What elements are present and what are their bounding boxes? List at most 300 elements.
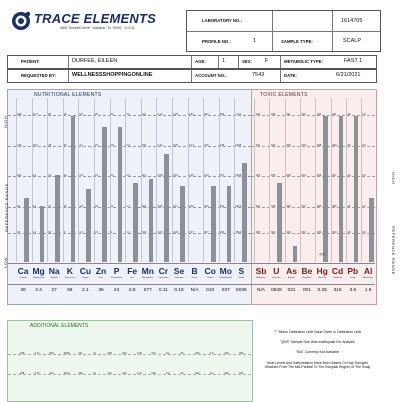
requested-by-value: WELLNESSSHOPPINGONLINE	[72, 72, 153, 78]
additional-tick-value: 10	[93, 372, 96, 375]
lab-number-value: 1614705	[341, 18, 363, 24]
additional-tick-value: 001	[107, 372, 112, 375]
data-bar-mo	[227, 186, 232, 262]
logo-icon	[10, 10, 32, 32]
company-logo-text: TRACE ELEMENTS	[34, 11, 156, 26]
additional-tick-value: 0008	[63, 352, 70, 355]
element-symbol-cu: Cu	[79, 266, 92, 276]
element-result-mn: 077	[143, 288, 152, 293]
sex-value: F	[265, 58, 269, 64]
tick-label-al: 7.0	[362, 113, 366, 116]
column-separator	[47, 98, 48, 262]
element-symbol-pb: Pb	[347, 266, 359, 276]
data-bar-pb	[354, 116, 359, 262]
nutritional-elements-title: NUTRITIONAL ELEMENTS	[34, 92, 102, 98]
data-bar-na	[55, 175, 60, 262]
tick-label-p: 11	[110, 205, 114, 208]
tick-label-mn: 113	[141, 174, 146, 177]
name-row-divider	[8, 284, 375, 285]
tick-label-u: .049	[270, 113, 276, 116]
tick-label-zn: 21	[95, 174, 98, 177]
additional-tick-value: 288	[20, 372, 25, 375]
column-separator	[234, 98, 235, 262]
additional-tick-value: 308	[20, 352, 25, 355]
data-bar-hg	[323, 116, 328, 262]
axis-high-label-left: HIGH	[3, 115, 8, 128]
column-separator	[172, 98, 173, 262]
tick-label-k: 16	[63, 205, 67, 208]
note-calibration: "*" Below Calibration Limit Value Given Is Calibration Limit	[273, 330, 362, 334]
tick-label-p: 9	[110, 231, 113, 234]
company-address: 4501 Sunbelt Drive · Addison, Tx 75001 · U.S.A.	[60, 26, 136, 30]
element-symbol-hg: Hg	[316, 266, 328, 276]
tick-label-mg: 9.4	[32, 174, 37, 177]
additional-tick-value: 05	[180, 352, 184, 355]
tick-label-na: 13	[48, 231, 52, 234]
element-name-p: Phosphorus	[110, 277, 123, 279]
column-separator	[346, 98, 347, 262]
element-name-as: Arsenic	[287, 277, 296, 279]
element-result-na: 27	[51, 288, 57, 293]
element-symbol-na: Na	[48, 266, 60, 276]
column-separator	[254, 98, 255, 262]
data-bar-as	[293, 246, 298, 262]
element-name-sb: Antimony	[256, 277, 266, 279]
column-separator	[188, 98, 189, 262]
tick-label-sb: .018	[255, 174, 261, 177]
column-separator	[16, 98, 17, 262]
tick-label-mg: 1.2	[32, 231, 37, 234]
element-name-k: Potassium	[64, 277, 75, 279]
additional-tick-value: 0024	[63, 372, 70, 375]
data-bar-cd	[339, 116, 344, 262]
tick-label-p: 18	[110, 144, 114, 147]
additional-tick-value: 005	[107, 352, 112, 355]
tick-label-co: 020	[204, 113, 209, 116]
column-separator	[361, 98, 362, 262]
tick-label-cu: 2.8	[79, 174, 83, 177]
element-name-mg: Magnesium	[32, 277, 45, 279]
tick-label-s: 3513	[235, 231, 242, 234]
tick-label-fe: 1.7	[126, 205, 130, 208]
tick-label-co: 013	[204, 174, 209, 177]
tick-label-cd: .009	[331, 144, 337, 147]
tick-label-cd: .003	[331, 231, 337, 234]
patient-label: PATIENT:	[21, 59, 40, 64]
element-symbol-as: As	[286, 266, 298, 276]
patient-name: DURFEE, EILEEN	[72, 58, 118, 64]
tick-label-cr: 0.06	[157, 205, 163, 208]
tick-label-al: 4.0	[362, 205, 366, 208]
date-value: 6/21/2021	[336, 72, 361, 78]
column-separator	[315, 98, 316, 262]
note-qns: "QNS" Sample Size Was Inadequate For Analysis	[280, 340, 355, 345]
element-symbol-p: P	[113, 266, 120, 276]
tick-label-b: 1.83	[188, 113, 194, 116]
data-bar-u	[277, 183, 282, 263]
tick-label-be: .001	[300, 231, 306, 234]
element-symbol-s: S	[238, 266, 245, 276]
additional-tick-value: 0.37	[34, 372, 40, 375]
element-name-u: Uranium	[272, 277, 281, 279]
column-separator	[300, 98, 301, 262]
element-result-k: 58	[67, 288, 73, 293]
tick-label-as: .009	[285, 144, 291, 147]
tick-label-hg: .010	[316, 113, 322, 116]
data-bar-k	[71, 116, 76, 262]
element-name-mo: Molybdenum	[219, 277, 233, 279]
element-result-p: 24	[113, 288, 120, 293]
additional-tick-value: 046	[49, 372, 54, 375]
axis-reference-label-left: REFERENCE RANGE	[4, 182, 9, 232]
element-name-al: Aluminum	[363, 277, 373, 279]
data-bar-al	[369, 198, 374, 262]
tick-label-cd: .007	[331, 174, 337, 177]
tick-label-cr: 0.11	[157, 144, 163, 147]
element-symbol-zn: Zn	[95, 266, 107, 276]
tick-label-hg: .005	[316, 205, 322, 208]
tick-label-cd: .011	[331, 113, 337, 116]
tick-label-sb: .005	[255, 231, 261, 234]
tick-label-se: 0.06	[173, 231, 179, 234]
tick-label-cu: 1.3	[79, 231, 83, 234]
tick-label-cr: 0.03	[157, 231, 163, 234]
element-symbol-fe: Fe	[127, 266, 138, 276]
element-result-zn: 36	[98, 288, 104, 293]
data-bar-mg	[40, 206, 45, 262]
element-result-se: 0.18	[174, 288, 184, 293]
element-name-ca: Calcium	[19, 277, 27, 279]
tick-label-u: .035	[270, 174, 276, 177]
tick-label-al: 6.0	[362, 144, 366, 147]
tick-label-mn: 015	[141, 231, 147, 234]
sample-type-label: SAMPLE TYPE:	[281, 39, 313, 44]
data-bar-cu	[86, 189, 91, 262]
element-symbol-cr: Cr	[158, 266, 169, 276]
element-result-mo: 037	[221, 288, 230, 293]
additional-gridline	[8, 354, 251, 355]
account-label: ACCOUNT NO.:	[195, 73, 227, 78]
tick-label-ca: 145	[17, 144, 22, 147]
column-separator	[110, 98, 111, 262]
column-separator	[269, 98, 270, 262]
element-result-ca: 30	[20, 288, 26, 293]
data-bar-cr	[164, 154, 169, 262]
tick-label-p: 14	[110, 174, 114, 177]
date-label: DATE:	[284, 73, 297, 78]
tick-label-b: 0.66	[188, 205, 194, 208]
sample-type-value: SCALP	[343, 38, 362, 44]
element-symbol-k: K	[66, 266, 73, 276]
tick-label-fe: 2.9	[126, 144, 130, 147]
column-separator	[203, 98, 204, 262]
element-name-zn: Zinc	[98, 277, 104, 279]
element-name-cu: Copper	[81, 277, 89, 279]
tick-label-se: 0.11	[173, 205, 178, 208]
tick-label-k: 6	[63, 231, 66, 234]
element-result-cr: 0.11	[158, 288, 168, 293]
element-name-cd: Cadmium	[332, 277, 343, 279]
profile-value: 1	[253, 38, 257, 44]
additional-tick-value: 005	[239, 352, 244, 355]
toxic-elements-title: TOXIC ELEMENTS	[260, 92, 308, 98]
report-notes	[260, 330, 375, 369]
axis-high-label-right: HIGH	[391, 172, 396, 185]
tick-label-be: .001	[300, 205, 306, 208]
additional-tick-value: 0.05	[136, 352, 142, 355]
element-symbol-ca: Ca	[17, 266, 29, 276]
tick-label-na: 21	[48, 205, 52, 208]
column-separator	[156, 98, 157, 262]
column-separator	[331, 98, 332, 262]
data-bar-co	[211, 186, 216, 262]
element-name-hg: Mercury	[318, 277, 327, 279]
tick-label-cd: .005	[331, 205, 337, 208]
tick-label-mn: 212	[141, 113, 147, 116]
tick-label-fe: 1.1	[126, 231, 130, 234]
tick-label-zn: 26	[95, 113, 98, 116]
below-range-marker: <<	[319, 252, 326, 258]
element-symbol-co: Co	[204, 266, 216, 276]
tick-label-cu: 4.1	[79, 144, 83, 147]
tick-label-pb: .30	[346, 113, 351, 116]
tick-label-cu: 1.8	[79, 205, 83, 208]
tick-label-s: 7141	[235, 113, 242, 116]
element-result-sb: N/A	[257, 288, 265, 293]
element-symbol-se: Se	[173, 266, 185, 276]
element-result-fe: 2.8	[128, 288, 136, 293]
tick-label-zn: 24	[95, 144, 98, 147]
requested-by-label: REQUESTED BY:	[21, 73, 57, 78]
tick-label-cu: 5.5	[79, 113, 83, 116]
element-result-cu: 2.1	[82, 288, 89, 293]
tick-label-s: 6235	[235, 144, 242, 147]
tick-label-na: 65	[48, 113, 52, 116]
element-symbol-mo: Mo	[219, 266, 232, 276]
column-separator	[141, 98, 142, 262]
additional-tick-value: 002	[195, 372, 200, 375]
tick-label-zn: 18	[95, 205, 98, 208]
axis-low-label-left: LOW	[3, 257, 8, 268]
tick-label-sb: .025	[255, 144, 261, 147]
symbol-row-divider	[8, 263, 375, 264]
data-bar-p	[118, 127, 123, 262]
tick-label-b: 1.44	[188, 144, 194, 147]
tick-label-co: 007	[204, 231, 209, 234]
lab-number-label: LABORATORY NO.:	[202, 18, 242, 23]
age-label: AGE:	[195, 59, 206, 64]
tick-label-hg: .006	[316, 174, 322, 177]
age-value: 1	[222, 58, 226, 64]
element-symbol-u: U	[273, 266, 280, 276]
element-name-s: Sulfur	[238, 277, 245, 279]
element-name-se: Selenium	[174, 277, 184, 279]
tick-label-sb: .010	[255, 205, 261, 208]
additional-tick-value: 016	[122, 372, 127, 375]
additional-tick-value: 011	[78, 352, 83, 355]
additional-tick-value: 006	[151, 372, 156, 375]
additional-tick-value: 0.41	[34, 352, 40, 355]
tick-label-zn: 15	[95, 231, 98, 234]
element-symbol-mn: Mn	[141, 266, 154, 276]
tick-label-k: 44	[63, 113, 67, 116]
tick-label-mg: 17.5	[32, 113, 38, 116]
element-result-as: 031	[287, 288, 296, 293]
element-result-u: 0548	[270, 288, 282, 293]
requested-row	[7, 69, 377, 83]
tick-label-k: 24	[63, 174, 67, 177]
tick-label-be: .001	[300, 144, 306, 147]
additional-tick-value: 01	[166, 352, 169, 355]
additional-tick-value: 0.5	[209, 352, 214, 355]
additional-tick-value: 003	[195, 352, 200, 355]
tick-label-hg: .003	[316, 231, 322, 234]
tick-label-as: .003	[285, 231, 291, 234]
data-bar-s	[242, 163, 247, 262]
element-result-hg: 0.25	[317, 288, 327, 293]
element-name-pb: Lead	[350, 277, 356, 279]
element-name-co: Cobalt	[207, 277, 214, 279]
tick-label-pb: .20	[346, 174, 351, 177]
tick-label-al: 3.0	[362, 231, 366, 234]
tick-label-u: .042	[270, 144, 276, 147]
additional-tick-value: 007	[151, 352, 156, 355]
element-result-be: 001	[302, 288, 311, 293]
element-name-be: Beryllium	[302, 277, 312, 279]
tick-label-mo: 059	[219, 113, 225, 116]
tick-label-cr: 0.14	[157, 113, 163, 116]
tick-label-al: 5.0	[362, 174, 366, 177]
tick-label-sb: .032	[255, 113, 261, 116]
tick-label-b: 0.27	[188, 231, 194, 234]
additional-gridline	[8, 374, 251, 375]
tick-label-hg: .008	[316, 144, 322, 147]
element-name-fe: Iron	[130, 277, 135, 279]
lab-info-box	[186, 10, 381, 52]
element-result-b: N/A	[190, 288, 199, 293]
axis-reference-label-right: REFERENCE RANGE	[391, 226, 396, 276]
additional-tick-value: 0.37	[136, 372, 142, 375]
note-sample-origin: Most Levels And Interpretation Have Been Based On Hair Samples Obtained From The Mid-Parietal To The Occipital Region Of The Scalp	[264, 360, 371, 369]
note-na: "N/A" Currently Not Available	[295, 350, 340, 355]
additional-tick-value: 053	[49, 352, 54, 355]
element-name-b: Boron	[191, 277, 198, 279]
element-symbol-cd: Cd	[331, 266, 344, 276]
additional-tick-value: 0.6	[166, 372, 170, 375]
tick-label-cr: 0.08	[157, 174, 163, 177]
element-result-pb: 3.5	[349, 288, 357, 293]
element-name-cr: Chromium	[158, 277, 169, 279]
tick-label-be: .001	[300, 113, 306, 116]
tick-label-p: 22	[110, 113, 114, 116]
additional-tick-value: 019	[122, 352, 127, 355]
tick-label-u: .028	[270, 205, 276, 208]
additional-tick-value: 006	[224, 352, 229, 355]
tick-label-pb: .10	[346, 231, 351, 234]
tick-label-ca: 22	[17, 231, 20, 234]
tick-label-u: .021	[270, 231, 276, 234]
tick-label-as: .006	[285, 205, 291, 208]
element-name-mn: Manganese	[142, 277, 154, 279]
tick-label-s: 4421	[235, 205, 242, 208]
column-separator	[219, 98, 220, 262]
tick-label-b: 1.05	[188, 174, 194, 177]
tick-label-mo: 026	[219, 205, 225, 208]
element-symbol-be: Be	[301, 266, 313, 276]
element-symbol-al: Al	[363, 266, 373, 276]
column-separator	[63, 98, 64, 262]
additional-tick-value: 004	[239, 372, 244, 375]
tick-label-as: .011	[285, 113, 291, 116]
tick-label-mg: 5.3	[32, 205, 37, 208]
tick-label-na: 34	[48, 174, 52, 177]
account-value: 7543	[252, 72, 265, 78]
tick-label-mg: 13.6	[32, 144, 38, 147]
tick-label-ca: 186	[17, 113, 22, 116]
sex-label: SEX:	[242, 59, 253, 64]
column-separator	[125, 98, 126, 262]
tick-label-pb: .15	[346, 205, 351, 208]
tick-label-ca: 104	[17, 174, 22, 177]
element-result-mg: 3.4	[35, 288, 42, 293]
element-result-co: 010	[206, 288, 215, 293]
element-symbol-b: B	[191, 266, 198, 276]
tick-label-mo: 015	[219, 231, 225, 234]
additional-elements-panel	[7, 320, 253, 402]
tick-label-mo: 037	[219, 174, 225, 177]
column-separator	[285, 98, 286, 262]
profile-label: PROFILE NO.:	[202, 39, 231, 44]
data-bar-zn	[102, 127, 107, 262]
tick-label-mn: 064	[141, 205, 147, 208]
column-separator	[32, 98, 33, 262]
element-name-na: Sodium	[50, 277, 58, 279]
additional-tick-value: 0.2	[209, 372, 214, 375]
element-symbol-sb: Sb	[255, 266, 267, 276]
element-result-s: 5036	[236, 288, 247, 293]
element-symbol-mg: Mg	[32, 266, 45, 276]
additional-elements-title: ADDITIONAL ELEMENTS	[30, 323, 89, 329]
tick-label-k: 32	[63, 144, 67, 147]
tick-label-se: 0.20	[173, 144, 179, 147]
metabolic-type-value: FAST 1	[344, 58, 363, 64]
tick-label-se: 0.25	[173, 113, 179, 116]
tick-label-mo: 048	[219, 144, 225, 147]
tick-label-pb: .26	[346, 144, 351, 147]
metabolic-type-label: METABOLIC TYPE:	[284, 59, 324, 64]
data-bar-ca	[24, 198, 29, 262]
tick-label-na: 48	[48, 144, 52, 147]
tick-label-be: .001	[300, 174, 306, 177]
tick-label-s: 5328	[235, 174, 242, 177]
additional-tick-value: 12	[93, 352, 96, 355]
additional-tick-value: 009	[78, 372, 83, 375]
element-result-al: 1.9	[364, 288, 372, 293]
tick-label-se: 0.16	[173, 174, 179, 177]
column-separator	[78, 98, 79, 262]
additional-tick-value: 006	[224, 372, 229, 375]
tick-label-co: 016	[204, 144, 209, 147]
tick-label-fe: 3.5	[126, 113, 130, 116]
column-separator	[94, 98, 95, 262]
patient-row	[7, 55, 377, 69]
data-bar-mn	[149, 179, 154, 262]
tick-label-as: .008	[285, 174, 291, 177]
data-bar-se	[180, 186, 185, 262]
tick-label-fe: 2.3	[126, 174, 130, 177]
tick-label-co: 010	[204, 205, 209, 208]
additional-tick-value: 04	[180, 372, 184, 375]
